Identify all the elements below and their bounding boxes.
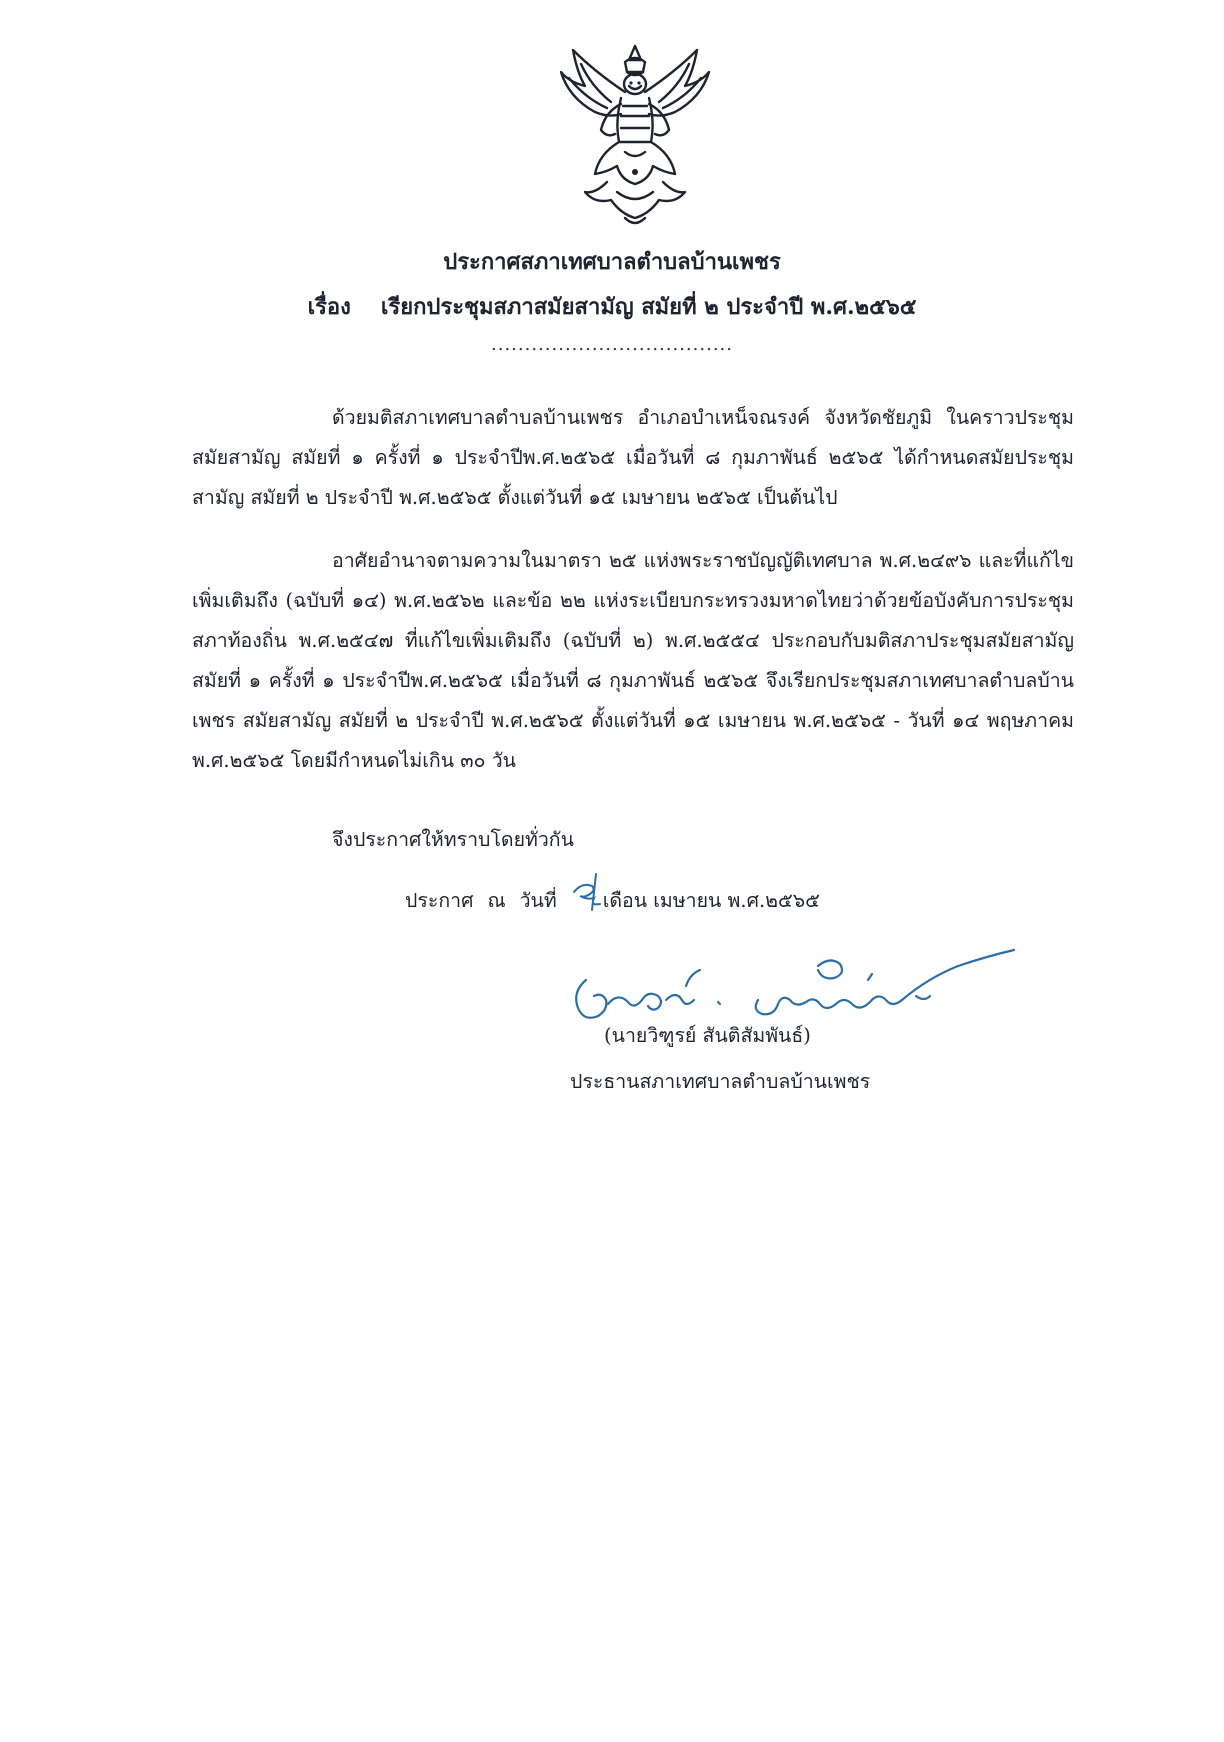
issued-day-label: วันที่ (519, 889, 557, 912)
body-paragraph-1: ด้วยมติสภาเทศบาลตำบลบ้านเพชร อำเภอบำเหน็จณรงค์ จังหวัดชัยภูมิ ในคราวประชุมสมัยสามัญ สมัยที่ ๑ ครั้งที่ ๑ ประจำปีพ.ศ.๒๕๖๕ เมื่อวันที่ ๘ กุมภาพันธ์ ๒๕๖๕ ได้กำหนดสมัยประชุมสามัญ สมัยที่ ๒ ประจำปี พ.ศ.๒๕๖๕ ตั้งแต่วันที่ ๑๕ เมษายน ๒๕๖๕ เป็นต้นไป (192, 406, 1074, 509)
signer-position: ประธานสภาเทศบาลตำบลบ้านเพชร (570, 1070, 871, 1093)
announcement-subject (0, 289, 1224, 324)
subject-text: เรียกประชุมสภาสมัยสามัญ สมัยที่ ๒ ประจำปี พ.ศ.๒๕๖๕ (380, 294, 917, 320)
announcement-title: ประกาศสภาเทศบาลตำบลบ้านเพชร (443, 249, 781, 275)
body-paragraph-2: อาศัยอำนาจตามความในมาตรา ๒๕ แห่งพระราชบัญญัติเทศบาล พ.ศ.๒๔๙๖ และที่แก้ไขเพิ่มเติมถึง (ฉบับที่ ๑๔) พ.ศ.๒๕๖๒ และข้อ ๒๒ แห่งระเบียบกระทรวงมหาดไทยว่าด้วยข้อบังคับการประชุมสภาท้องถิ่น พ.ศ.๒๕๔๗ ที่แก้ไขเพิ่มเติมถึง (ฉบับที่ ๒) พ.ศ.๒๕๕๔ ประกอบกับมติสภาประชุมสมัยสามัญ สมัยที่ ๑ ครั้งที่ ๑ ประจำปีพ.ศ.๒๕๖๕ เมื่อวันที่ ๘ กุมภาพันธ์ ๒๕๖๕ จึงเรียกประชุมสภาเทศบาลตำบลบ้านเพชร สมัยสามัญ สมัยที่ ๒ ประจำปี พ.ศ.๒๕๖๕ ตั้งแต่วันที่ ๑๕ เมษายน พ.ศ.๒๕๖๕ - วันที่ ๑๔ พฤษภาคม พ.ศ.๒๕๖๕ โดยมีกำหนดไม่เกิน ๓๐ วัน (192, 549, 1074, 772)
handwritten-day-number (566, 868, 612, 914)
subject-label: เรื่อง (307, 294, 351, 320)
issued-month-year: เดือน เมษายน พ.ศ.๒๕๖๕ (602, 889, 820, 912)
closing-statement: จึงประกาศให้ทราบโดยทั่วกัน (332, 828, 574, 851)
issued-prefix: ประกาศ (405, 889, 474, 912)
title-divider: .................................... (491, 334, 733, 355)
garuda-emblem-icon (555, 42, 715, 232)
issued-date-line (405, 885, 820, 916)
issued-at: ณ (487, 889, 506, 912)
signer-name: (นายวิฑูรย์ สันติสัมพันธ์) (604, 1024, 811, 1047)
